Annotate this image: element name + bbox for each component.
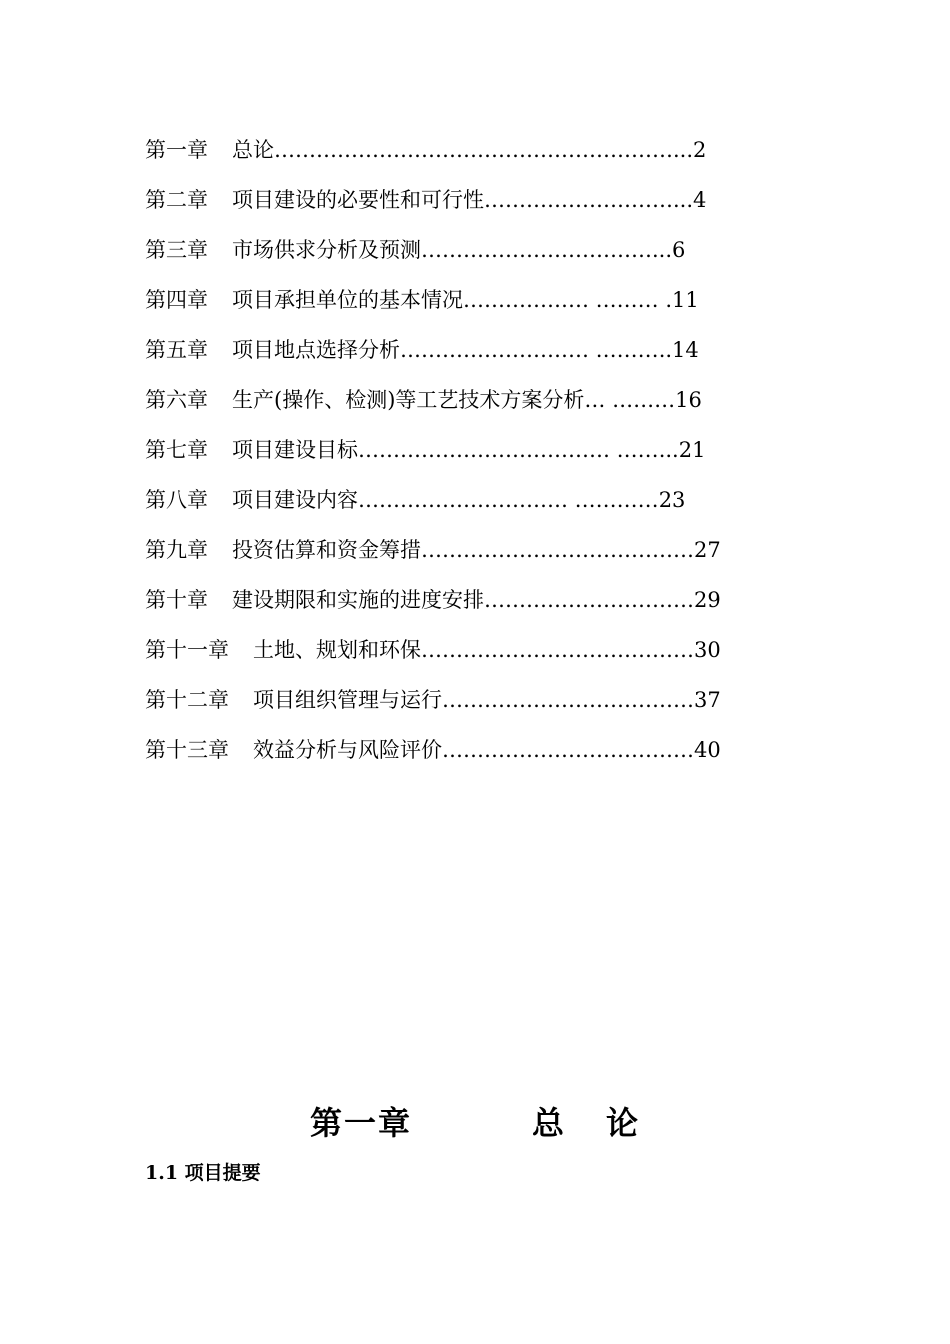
chapter-heading [0, 1098, 950, 1144]
toc-page-number: 29 [694, 588, 721, 612]
table-of-contents [145, 130, 825, 780]
toc-leader-dots: ……………………… [484, 188, 673, 212]
toc-entry-4[interactable] [145, 280, 825, 330]
toc-page-number: ..14 [658, 338, 699, 362]
toc-chapter-title: 效益分析与风险评价 [253, 738, 442, 762]
toc-chapter-number: 第十章 [145, 588, 208, 612]
toc-leader-dots: …………………………… [421, 238, 652, 262]
toc-chapter-title: 土地、规划和环保 [253, 638, 421, 662]
toc-chapter-title: 市场供求分析及预测 [232, 238, 421, 262]
toc-chapter-title: 生产(操作、检测)等工艺技术方案分析 [232, 388, 585, 412]
toc-leader-dots: … ……… [584, 388, 676, 412]
toc-chapter-number: 第十二章 [145, 688, 229, 712]
toc-entry-3[interactable] [145, 230, 825, 280]
toc-page-number: 27 [694, 538, 721, 562]
toc-leader-dots: ……………………………… …… [358, 438, 659, 462]
toc-chapter-title: 项目建设内容 [232, 488, 358, 512]
toc-chapter-number: 第三章 [145, 238, 208, 262]
toc-entry-1[interactable] [145, 130, 825, 180]
toc-chapter-number: 第二章 [145, 188, 208, 212]
toc-chapter-number: 第五章 [145, 338, 208, 362]
toc-page-number: ...6 [652, 238, 686, 262]
toc-page-number: 30 [694, 638, 721, 662]
toc-page-number: 23 [658, 488, 686, 512]
section-heading: 1.1 项目提要 [145, 1162, 261, 1184]
toc-chapter-title: 总论 [232, 138, 274, 162]
toc-chapter-number: 第四章 [145, 288, 208, 312]
toc-leader-dots: ………………………… ………… [358, 488, 659, 512]
toc-page-number: ...4 [673, 188, 707, 212]
toc-page-number: ...21 [658, 438, 706, 462]
toc-chapter-title: 项目建设的必要性和可行性 [232, 188, 484, 212]
toc-entry-11[interactable] [145, 630, 825, 680]
toc-leader-dots: ………………………………… [421, 638, 694, 662]
toc-page-number: ...2 [673, 138, 707, 162]
toc-entry-2[interactable] [145, 180, 825, 230]
toc-chapter-title: 项目承担单位的基本情况 [232, 288, 463, 312]
toc-chapter-number: 第八章 [145, 488, 208, 512]
toc-chapter-title: 项目建设目标 [232, 438, 358, 462]
chapter-heading-title-second: 论 [606, 1104, 641, 1142]
toc-leader-dots: ………………………… [484, 588, 694, 612]
toc-leader-dots: ……………………… ……… [400, 338, 659, 362]
toc-chapter-number: 第七章 [145, 438, 208, 462]
toc-entry-13[interactable] [145, 730, 825, 780]
toc-chapter-title: 建设期限和实施的进度安排 [232, 588, 484, 612]
toc-chapter-number: 第十一章 [145, 638, 229, 662]
chapter-heading-number: 第一章 [309, 1104, 412, 1142]
toc-page-number: 40 [694, 738, 721, 762]
toc-leader-dots: ……………………………… [442, 738, 694, 762]
toc-chapter-title: 项目组织管理与运行 [253, 688, 442, 712]
toc-chapter-number: 第九章 [145, 538, 208, 562]
toc-page-number: 37 [694, 688, 721, 712]
toc-entry-8[interactable] [145, 480, 825, 530]
toc-leader-dots: ……………… ……… [463, 288, 659, 312]
toc-chapter-title: 项目地点选择分析 [232, 338, 400, 362]
chapter-heading-title-first: 总 [531, 1104, 566, 1142]
toc-chapter-number: 第十三章 [145, 738, 229, 762]
toc-chapter-number: 第六章 [145, 388, 208, 412]
toc-page-number: .11 [658, 288, 699, 312]
toc-entry-7[interactable] [145, 430, 825, 480]
toc-leader-dots: ………………………………… [421, 538, 694, 562]
toc-entry-12[interactable] [145, 680, 825, 730]
toc-chapter-number: 第一章 [145, 138, 208, 162]
toc-entry-9[interactable] [145, 530, 825, 580]
toc-leader-dots: ……………………………… [442, 688, 694, 712]
toc-entry-6[interactable] [145, 380, 825, 430]
toc-chapter-title: 投资估算和资金筹措 [232, 538, 421, 562]
toc-entry-10[interactable] [145, 580, 825, 630]
toc-entry-5[interactable] [145, 330, 825, 380]
toc-leader-dots: ………………………………………………… [274, 138, 673, 162]
toc-page-number: 16 [675, 388, 702, 412]
